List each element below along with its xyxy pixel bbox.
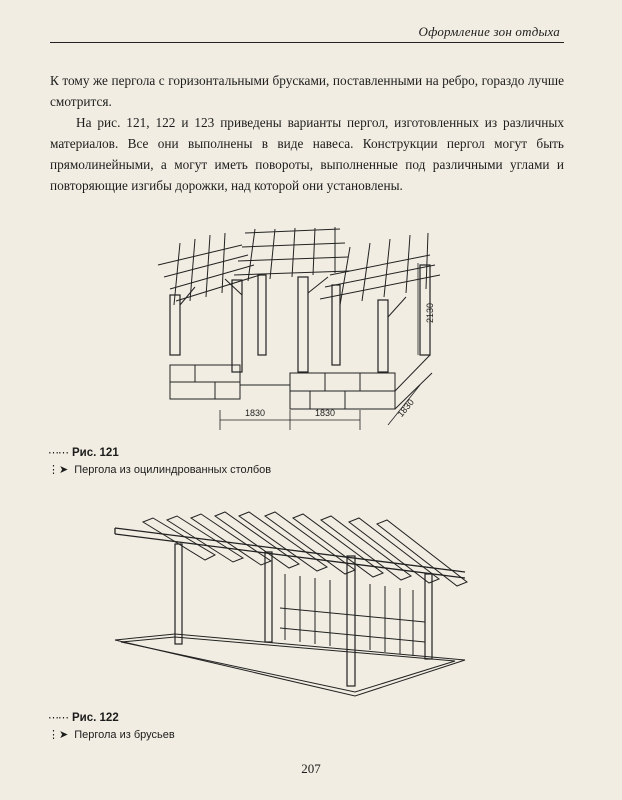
left-roof bbox=[158, 233, 260, 305]
dimension-label-left: 1830 bbox=[244, 408, 266, 418]
caption-dots-icon: ⋯⋯ bbox=[48, 447, 68, 459]
roof-rafters bbox=[143, 512, 467, 586]
body-text bbox=[50, 70, 564, 196]
caption-121 bbox=[48, 446, 271, 480]
dimension-label-right: 1830 bbox=[314, 408, 336, 418]
caption-text: Пергола из оцилиндрованных столбов bbox=[74, 464, 272, 476]
paragraph-1: К тому же пергола с горизонтальными брусками, поставленными на ребро, гораздо лучше смотрится. bbox=[50, 73, 564, 109]
middle-roof bbox=[234, 227, 350, 281]
back-lattice bbox=[280, 574, 425, 656]
caption-number: Рис. 122 bbox=[72, 712, 119, 724]
dimension-label-height: 2130 bbox=[425, 302, 435, 324]
figure-121-pergola-drawing bbox=[150, 225, 450, 445]
header-rule bbox=[50, 42, 564, 43]
caption-arrow-icon: ⋮➤ bbox=[48, 464, 69, 476]
stone-bases bbox=[170, 355, 432, 409]
caption-122 bbox=[48, 711, 175, 745]
caption-number: Рис. 121 bbox=[72, 447, 119, 459]
right-roof bbox=[320, 233, 440, 305]
caption-text: Пергола из брусьев bbox=[74, 729, 175, 741]
figure-122-pergola-drawing bbox=[105, 510, 490, 710]
dimension-label-depth: 1830 bbox=[395, 397, 416, 419]
posts bbox=[170, 265, 430, 372]
running-header: Оформление зон отдыха bbox=[418, 24, 560, 39]
caption-dots-icon: ⋯⋯ bbox=[48, 712, 68, 724]
caption-arrow-icon: ⋮➤ bbox=[48, 729, 69, 741]
posts bbox=[175, 544, 432, 686]
braces bbox=[180, 277, 406, 317]
paragraph-2: На рис. 121, 122 и 123 приведены варианты пергол, изготовленных из различных материалов. Все они выполнены в виде навеса. Конструкции пергол могут быть прямолинейными, а могут иметь повороты, выполненные под различными углами и повторяющие изгибы дорожки, над которой они установлены. bbox=[50, 115, 564, 193]
dimension-lines bbox=[220, 263, 420, 430]
page-number: 207 bbox=[301, 761, 321, 776]
